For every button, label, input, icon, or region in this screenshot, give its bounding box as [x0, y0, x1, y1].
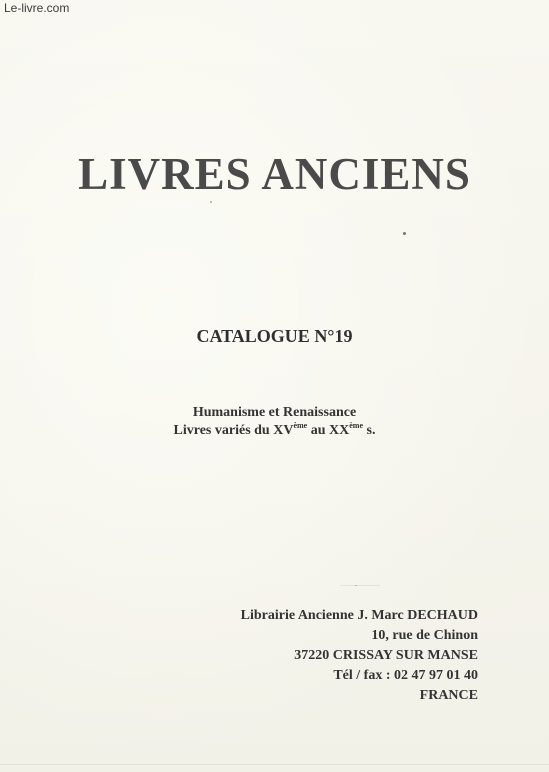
subtitle-line-2-middle: au XX: [307, 423, 350, 438]
watermark: Le-livre.com: [4, 1, 70, 15]
paper-speck: [403, 232, 406, 235]
address-line-5: FRANCE: [419, 688, 478, 703]
page-title: LIVRES ANCIENS: [78, 149, 471, 199]
paper-speck: [210, 201, 212, 203]
subtitle-line-2: [0, 422, 549, 440]
subtitle-line-2-suffix: s.: [363, 423, 376, 438]
address-line-3: 37220 CRISSAY SUR MANSE: [294, 648, 478, 663]
publisher-address: [241, 606, 478, 706]
address-line-1: Librairie Ancienne J. Marc DECHAUD: [240, 608, 478, 623]
paper-fold: [340, 585, 380, 586]
superscript-2: ème: [349, 421, 363, 430]
paper-fold: [0, 764, 549, 765]
address-line-2: 10, rue de Chinon: [371, 628, 478, 643]
address-line-4: Tél / fax : 02 47 97 01 40: [333, 668, 478, 683]
subtitle-line-2-prefix: Livres variés du XV: [173, 423, 294, 438]
superscript-1: ème: [293, 421, 308, 430]
subtitle-line-1: Humanisme et Renaissance: [192, 405, 357, 420]
catalogue-number: CATALOGUE N°19: [196, 326, 353, 346]
subtitle-block: [0, 404, 549, 440]
